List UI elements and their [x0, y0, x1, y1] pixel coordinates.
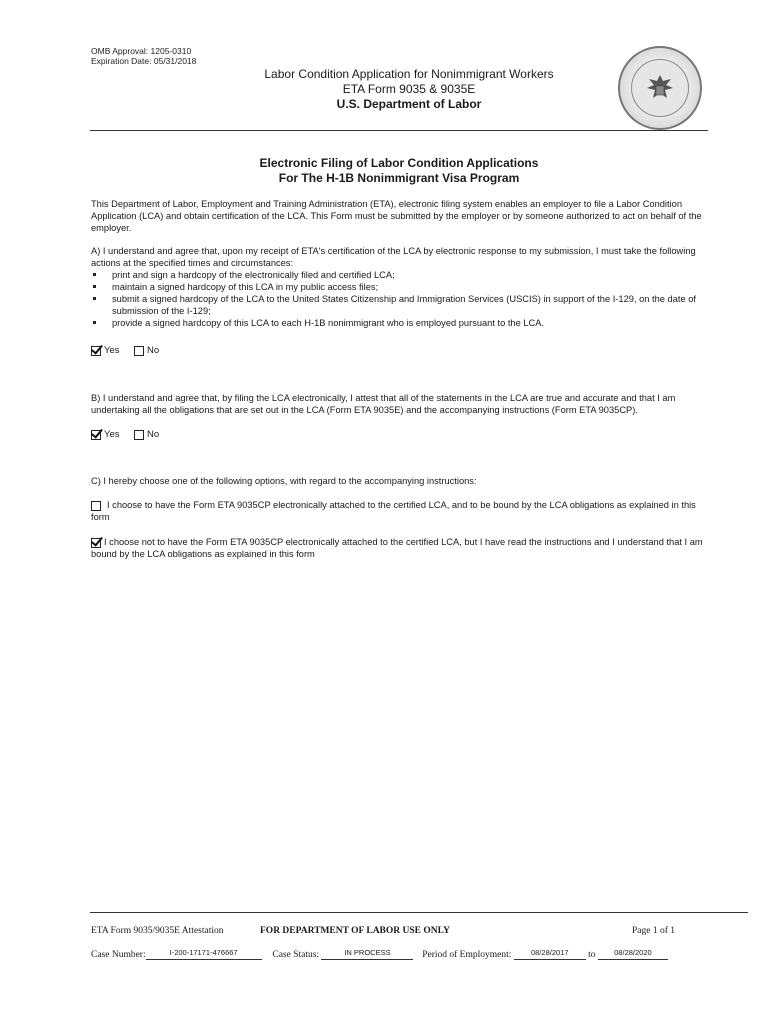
checked-checkbox-icon[interactable] — [91, 346, 101, 356]
bullet-icon — [93, 273, 96, 276]
part-c-option2[interactable] — [91, 536, 713, 560]
part-c-text: C) I hereby choose one of the following options, with regard to the accompanying instructions: — [91, 476, 477, 486]
part-b-no-option[interactable] — [134, 429, 159, 441]
empty-checkbox-icon[interactable] — [134, 430, 144, 440]
department-of-labor-seal-icon — [618, 46, 702, 130]
empty-checkbox-icon[interactable] — [134, 346, 144, 356]
footer-fields — [91, 948, 668, 960]
checked-checkbox-icon[interactable] — [91, 430, 101, 440]
list-item: submit a signed hardcopy of the LCA to the United States Citizenship and Immigration Services (USCIS) in support of the I-129, on the date of submission of the I-129; — [90, 293, 714, 317]
list-item: print and sign a hardcopy of the electronically filed and certified LCA; — [90, 269, 714, 281]
period-end-field: 08/28/2020 — [598, 948, 668, 960]
period-start-field: 08/28/2017 — [514, 948, 586, 960]
section-heading — [90, 156, 708, 186]
footer-page-number: Page 1 of 1 — [632, 926, 676, 936]
footer-form-name: ETA Form 9035/9035E Attestation — [91, 926, 224, 936]
expiration-date: Expiration Date: 05/31/2018 — [91, 56, 197, 66]
footer-rule — [90, 912, 748, 913]
option1-label: I choose to have the Form ETA 9035CP electronically attached to the certified LCA, and to be bound by the LCA obligations as explained in this form — [91, 500, 696, 522]
empty-checkbox-icon[interactable] — [91, 501, 101, 511]
section-heading-line1: Electronic Filing of Labor Condition Applications — [259, 156, 539, 170]
no-label: No — [146, 345, 160, 356]
part-b-text: B) I understand and agree that, by filing the LCA electronically, I attest that all of the statements in the LCA are true and accurate and that I am undertaking all the obligations that are set out in the LCA (Form ETA 9035E) and the accompanying instructions (Form ETA 9035CP). — [91, 393, 676, 415]
footer-dol-use: FOR DEPARTMENT OF LABOR USE ONLY — [260, 926, 450, 936]
yes-label: Yes — [104, 345, 120, 356]
list-item: maintain a signed hardcopy of this LCA in my public access files; — [90, 281, 714, 293]
case-number-field: I-200-17171-476667 — [146, 948, 262, 960]
case-status-label: Case Status: — [272, 950, 320, 960]
part-a-text: A) I understand and agree that, upon my receipt of ETA's certification of the LCA by electronic response to my submission, I must take the following actions at the specified times and circumstances: — [91, 246, 696, 268]
part-b-answer — [91, 427, 169, 445]
eagle-icon — [643, 71, 677, 105]
checked-checkbox-icon[interactable] — [91, 538, 101, 548]
no-label: No — [146, 429, 160, 440]
period-label: Period of Employment: — [422, 950, 512, 960]
part-a-yes-option[interactable] — [91, 345, 120, 357]
to-label: to — [588, 950, 596, 960]
case-number-label: Case Number: — [91, 950, 146, 960]
option2-label: I choose not to have the Form ETA 9035CP electronically attached to the certified LCA, but I have read the instructions and I understand that I am bound by the LCA obligations as explained in this form — [91, 537, 703, 559]
intro-paragraph: This Department of Labor, Employment and Training Administration (ETA), electronic filing system enables an employer to file a Labor Condition Application (LCA) and obtain certification of the LCA. This Form must be submitted by the employer or by someone authorized to act on behalf of the employer. — [91, 199, 702, 233]
seal-inner — [631, 59, 689, 117]
form-title-line1: Labor Condition Application for Nonimmigrant Workers — [264, 67, 554, 81]
case-status-field: IN PROCESS — [321, 948, 413, 960]
yes-label: Yes — [104, 429, 120, 440]
form-title — [200, 67, 618, 112]
part-c-option1[interactable] — [91, 499, 713, 523]
bullet-icon — [93, 297, 96, 300]
form-title-line3: U.S. Department of Labor — [336, 97, 482, 111]
form-title-line2: ETA Form 9035 & 9035E — [342, 82, 476, 96]
part-a-no-option[interactable] — [134, 345, 159, 357]
part-a-bullets — [90, 269, 714, 329]
section-heading-line2: For The H-1B Nonimmigrant Visa Program — [278, 171, 520, 185]
bullet-icon — [93, 285, 96, 288]
part-b-yes-option[interactable] — [91, 429, 120, 441]
omb-approval: OMB Approval: 1205-0310 — [91, 46, 192, 56]
part-a-answer — [91, 343, 169, 361]
bullet-icon — [93, 321, 96, 324]
header-rule — [90, 130, 708, 131]
list-item: provide a signed hardcopy of this LCA to each H-1B nonimmigrant who is employed pursuant to the LCA. — [90, 317, 714, 329]
